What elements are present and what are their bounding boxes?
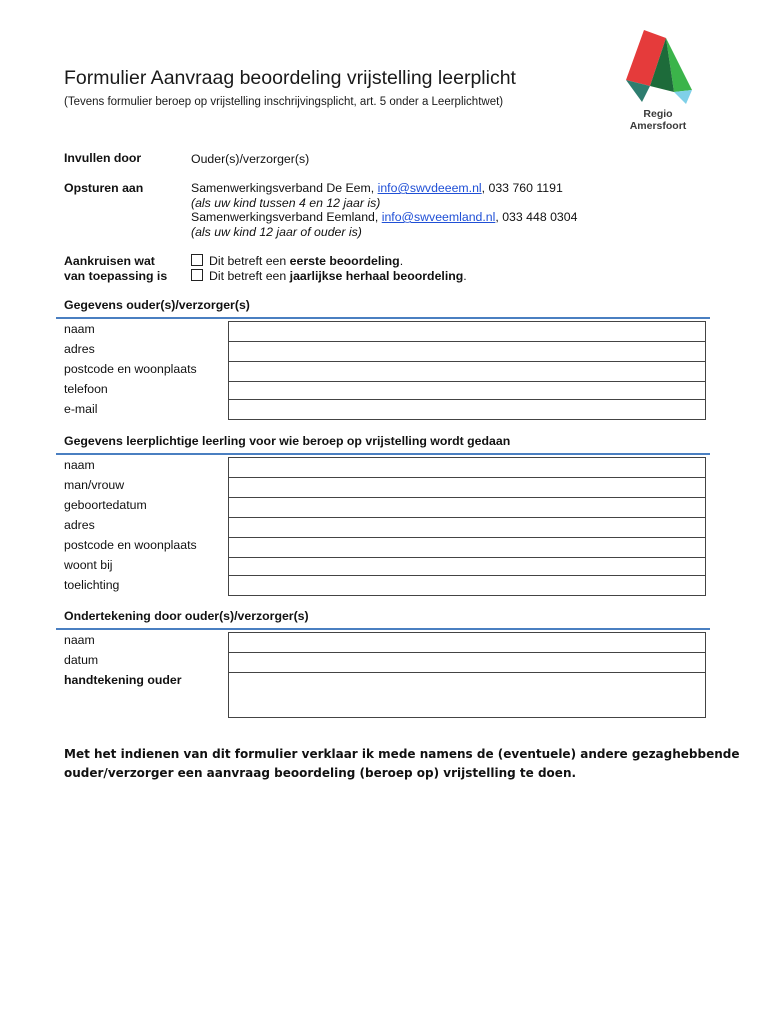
option1-end: . (399, 254, 404, 268)
page-subtitle: (Tevens formulier beroep op vrijstelling inschrijvingsplicht, art. 5 onder a Leerplichtwet) (64, 96, 504, 108)
field-label: datum (64, 653, 99, 667)
field-row-ondertekening-datum (56, 650, 710, 670)
section-leerling-title: Gegevens leerplichtige leerling voor wie beroep op vrijstelling wordt gedaan (64, 434, 511, 448)
logo-text-amersfoort: Amersfoort (629, 120, 687, 132)
field-label: naam (64, 458, 95, 472)
email-link-swveemland[interactable]: info@swveemland.nl (381, 210, 496, 224)
aankruisen-label-1: Aankruisen wat (64, 254, 155, 268)
page-title: Formulier Aanvraag beoordeling vrijstelling leerplicht (64, 67, 516, 89)
option2-bold: jaarlijkse herhaal beoordeling (289, 269, 464, 283)
field-label: naam (64, 633, 95, 647)
address-line-1 (191, 181, 563, 195)
option2-text: Dit betreft een (209, 269, 290, 283)
leerling-table (56, 453, 710, 598)
address-line-3-phone: , 033 448 0304 (495, 210, 578, 224)
invullen-label: Invullen door (64, 151, 142, 165)
declaration-line-2: ouder/verzorger een aanvraag beoordeling (beroep op) vrijstelling te doen. (64, 766, 577, 780)
address-line-3-text: Samenwerkingsverband Eemland, (191, 210, 382, 224)
section-ondertekening-title: Ondertekening door ouder(s)/verzorger(s) (64, 609, 309, 623)
option-herhaal-beoordeling[interactable] (191, 269, 467, 283)
input-ouder-email[interactable] (228, 399, 706, 420)
aankruisen-label-2: van toepassing is (64, 269, 168, 283)
input-leerling-toelichting[interactable] (228, 575, 706, 596)
address-line-1-phone: , 033 760 1191 (481, 181, 563, 195)
address-line-2: (als uw kind tussen 4 en 12 jaar is) (191, 196, 381, 210)
field-row-leerling-postcode (56, 535, 710, 555)
field-row-leerling-geboortedatum (56, 495, 710, 515)
field-label: handtekening ouder (64, 673, 182, 687)
regio-amersfoort-logo (622, 30, 694, 130)
field-row-leerling-naam (56, 455, 710, 475)
checkbox-herhaal-beoordeling[interactable] (191, 269, 203, 281)
invullen-value: Ouder(s)/verzorger(s) (191, 152, 310, 166)
field-row-ouder-telefoon (56, 379, 710, 399)
field-row-leerling-woont-bij (56, 555, 710, 575)
field-label: woont bij (64, 558, 113, 572)
address-line-3 (191, 210, 577, 224)
email-link-swvdeeem[interactable]: info@swvdeeem.nl (377, 181, 482, 195)
option2-end: . (463, 269, 467, 283)
field-label: adres (64, 342, 95, 356)
checkbox-eerste-beoordeling[interactable] (191, 254, 203, 266)
section-ouders-title: Gegevens ouder(s)/verzorger(s) (64, 298, 250, 312)
option1-text: Dit betreft een (209, 254, 290, 268)
field-row-handtekening (56, 670, 710, 718)
input-handtekening[interactable] (228, 672, 706, 718)
opsturen-label: Opsturen aan (64, 181, 144, 195)
field-row-ouder-email (56, 399, 710, 419)
field-label: naam (64, 322, 95, 336)
option1-bold: eerste beoordeling (289, 254, 400, 268)
field-label: man/vrouw (64, 478, 125, 492)
field-row-ouder-naam (56, 319, 710, 339)
field-label: toelichting (64, 578, 120, 592)
field-row-leerling-toelichting (56, 575, 710, 595)
field-label: geboortedatum (64, 498, 147, 512)
address-line-1-text: Samenwerkingsverband De Eem, (191, 181, 378, 195)
ondertekening-table (56, 628, 710, 720)
field-label: adres (64, 518, 95, 532)
field-label: postcode en woonplaats (64, 538, 197, 552)
field-row-leerling-adres (56, 515, 710, 535)
field-label: postcode en woonplaats (64, 362, 197, 376)
logo-text-regio: Regio (643, 108, 673, 120)
field-row-ouder-adres (56, 339, 710, 359)
logo-mark-icon (622, 30, 694, 106)
declaration-line-1: Met het indienen van dit formulier verklaar ik mede namens de (eventuele) andere gezaghebbende (64, 747, 740, 761)
option-eerste-beoordeling[interactable] (191, 254, 403, 268)
address-line-4: (als uw kind 12 jaar of ouder is) (191, 225, 362, 239)
declaration-text (64, 745, 740, 783)
field-label: telefoon (64, 382, 108, 396)
field-row-ouder-postcode (56, 359, 710, 379)
field-label: e-mail (64, 402, 98, 416)
ouders-table (56, 317, 710, 422)
field-row-leerling-geslacht (56, 475, 710, 495)
field-row-ondertekening-naam (56, 630, 710, 650)
